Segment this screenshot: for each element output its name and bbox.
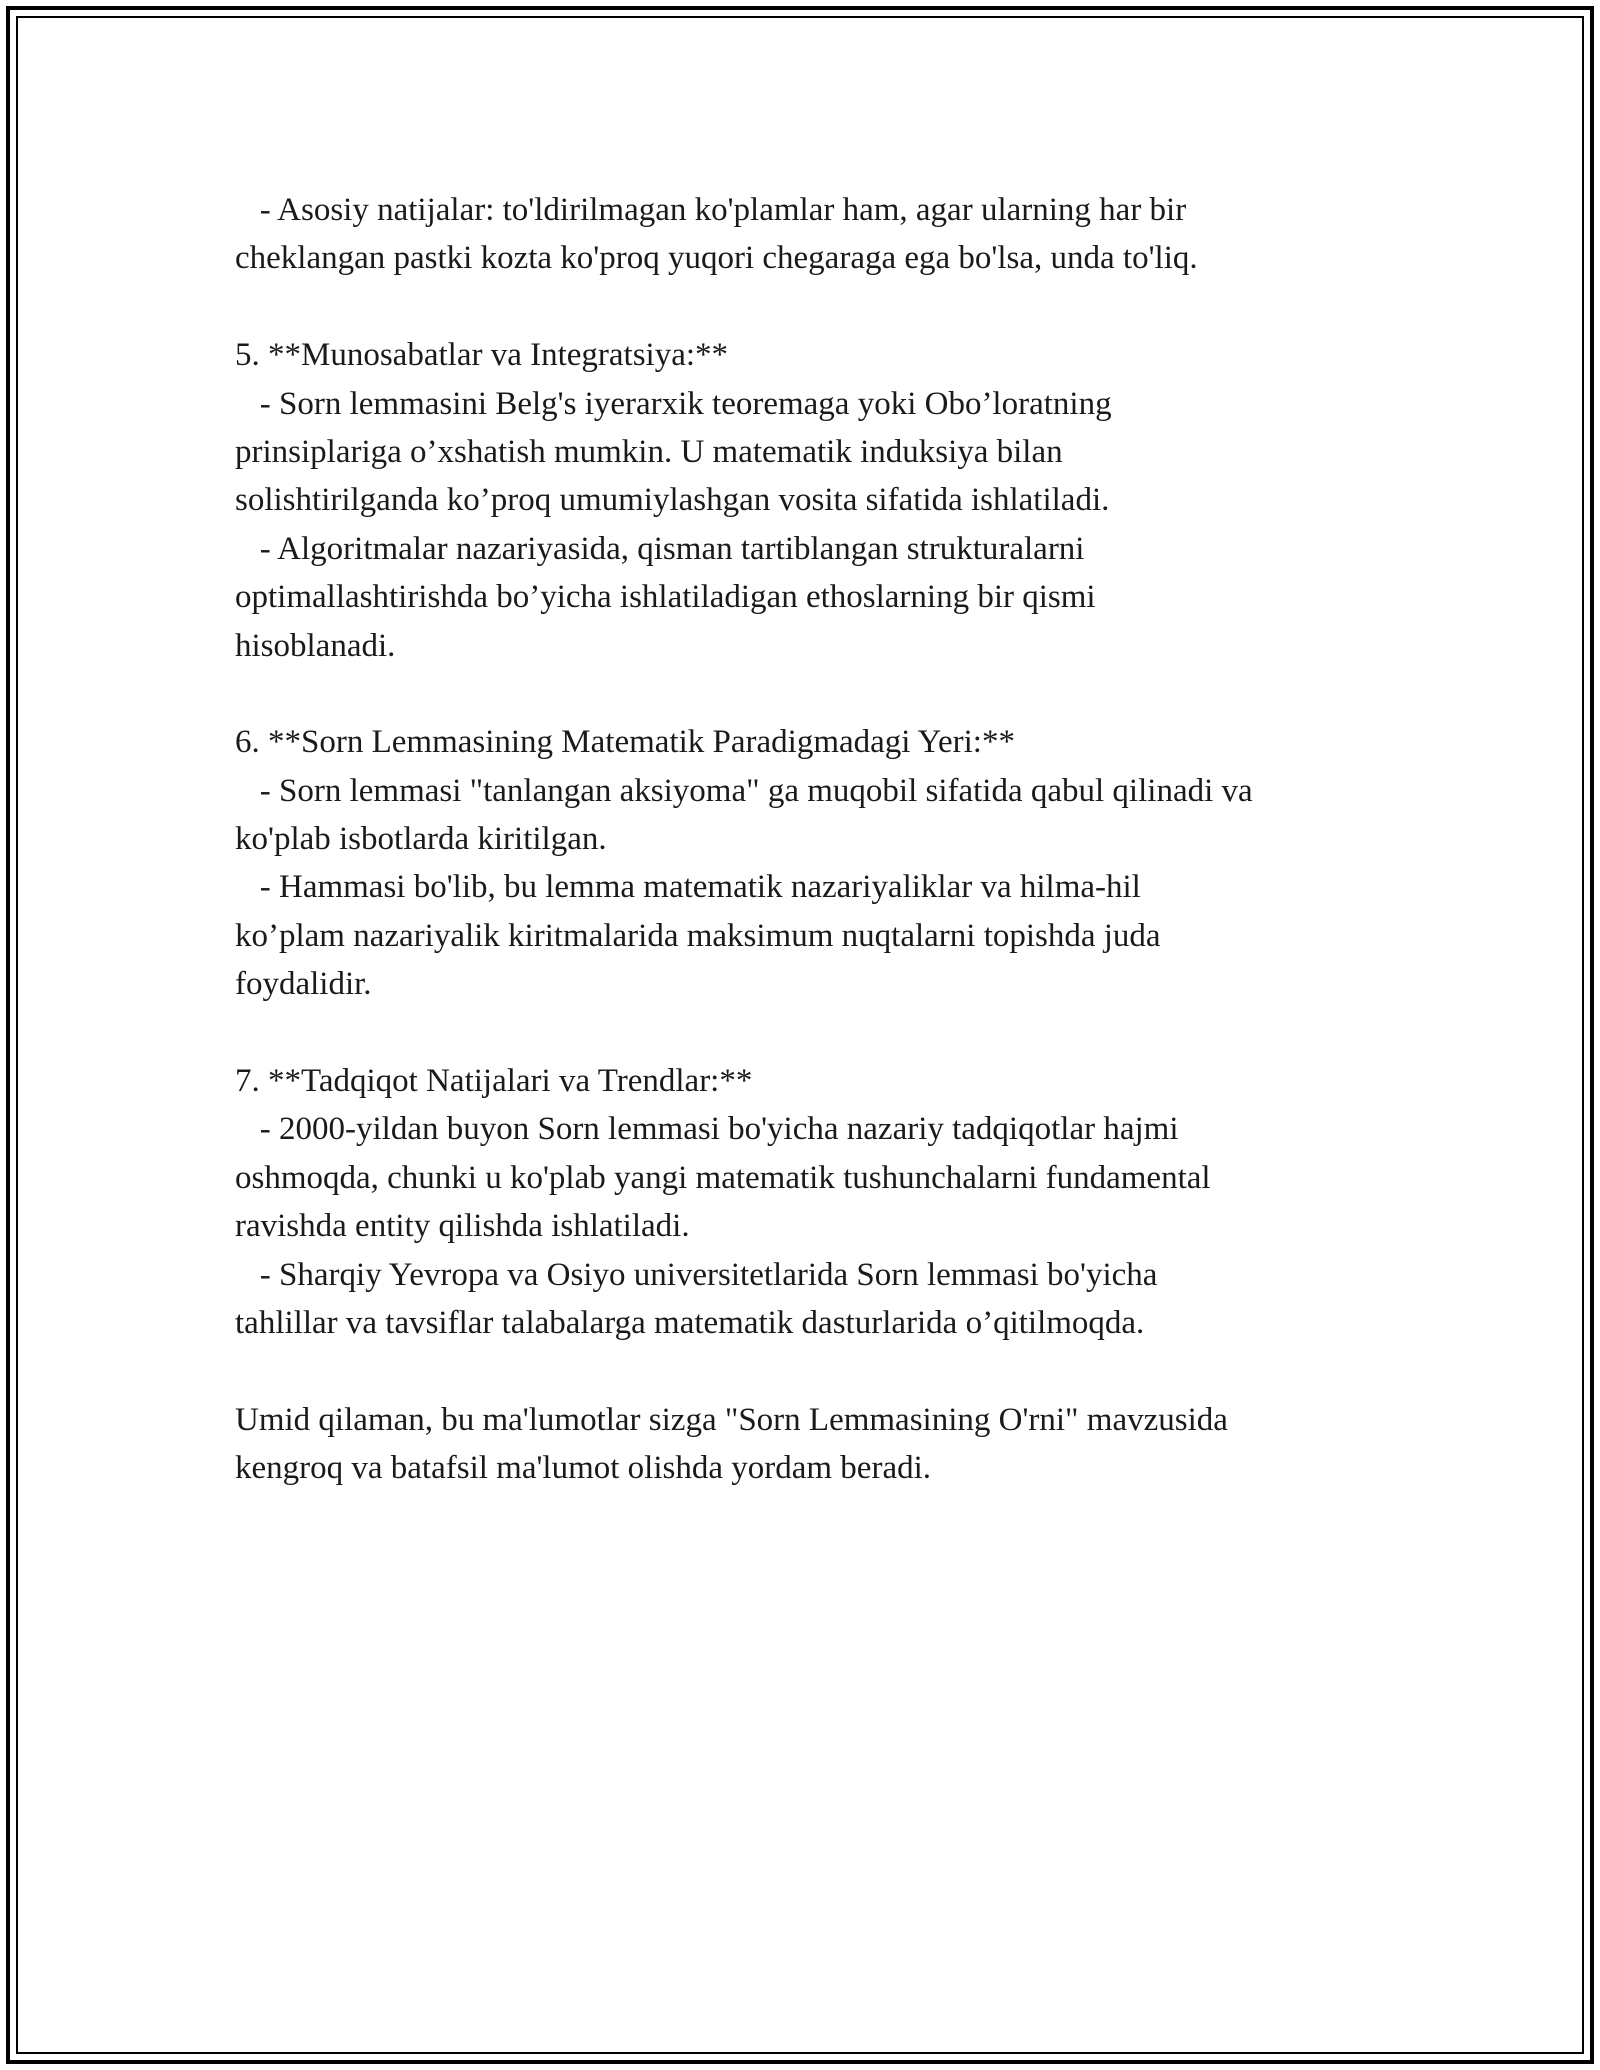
text-line: ravishda entity qilishda ishlatiladi. xyxy=(235,1208,690,1245)
text-line: oshmoqda, chunki u ko'plab yangi matematik tushunchalarni fundamental xyxy=(235,1159,1211,1196)
document-body xyxy=(235,186,1415,1493)
text-line: - Hammasi bo'lib, bu lemma matematik nazariyaliklar va hilma-hil xyxy=(235,869,1141,906)
text-line: Umid qilaman, bu ma'lumotlar sizga "Sorn Lemmasining O'rni" mavzusida xyxy=(235,1401,1228,1438)
text-line: - 2000-yildan buyon Sorn lemmasi bo'yicha nazariy tadqiqotlar hajmi xyxy=(235,1111,1179,1148)
text-line xyxy=(235,1347,1415,1395)
text-line: foydalidir. xyxy=(235,966,372,1003)
text-line: kengroq va batafsil ma'lumot olishda yordam beradi. xyxy=(235,1450,932,1487)
text-line xyxy=(235,283,1415,331)
text-line: - Sorn lemmasi "tanlangan aksiyoma" ga muqobil sifatida qabul qilinadi va xyxy=(235,772,1253,809)
text-line: - Asosiy natijalar: to'ldirilmagan ko'plamlar ham, agar ularning har bir xyxy=(235,192,1187,228)
text-line xyxy=(235,670,1415,718)
text-line: ko’plam nazariyalik kiritmalarida maksimum nuqtalarni topishda juda xyxy=(235,917,1161,954)
text-line: hisoblanadi. xyxy=(235,627,396,664)
text-line: ko'plab isbotlarda kiritilgan. xyxy=(235,821,607,858)
text-line xyxy=(235,1009,1415,1057)
text-line: 5. **Munosabatlar va Integratsiya:** xyxy=(235,337,729,374)
text-line: solishtirilganda ko’proq umumiylashgan vosita sifatida ishlatiladi. xyxy=(235,482,1110,519)
text-line: 7. **Tadqiqot Natijalari va Trendlar:** xyxy=(235,1063,753,1100)
text-line: cheklangan pastki kozta ko'proq yuqori chegaraga ega bo'lsa, unda to'liq. xyxy=(235,240,1198,277)
text-line: - Sorn lemmasini Belg's iyerarxik teoremaga yoki Obo’loratning xyxy=(235,385,1112,422)
text-line: - Sharqiy Yevropa va Osiyo universitetlarida Sorn lemmasi bo'yicha xyxy=(235,1256,1158,1293)
text-line: - Algoritmalar nazariyasida, qisman tartiblangan strukturalarni xyxy=(235,530,1085,567)
text-line: 6. **Sorn Lemmasining Matematik Paradigmadagi Yeri:** xyxy=(235,724,1015,761)
text-line: prinsiplariga o’xshatish mumkin. U matematik induksiya bilan xyxy=(235,433,1063,470)
text-line: tahlillar va tavsiflar talabalarga matematik dasturlarida o’qitilmoqda. xyxy=(235,1304,1145,1341)
text-line: optimallashtirishda bo’yicha ishlatiladigan ethoslarning bir qismi xyxy=(235,579,1096,616)
